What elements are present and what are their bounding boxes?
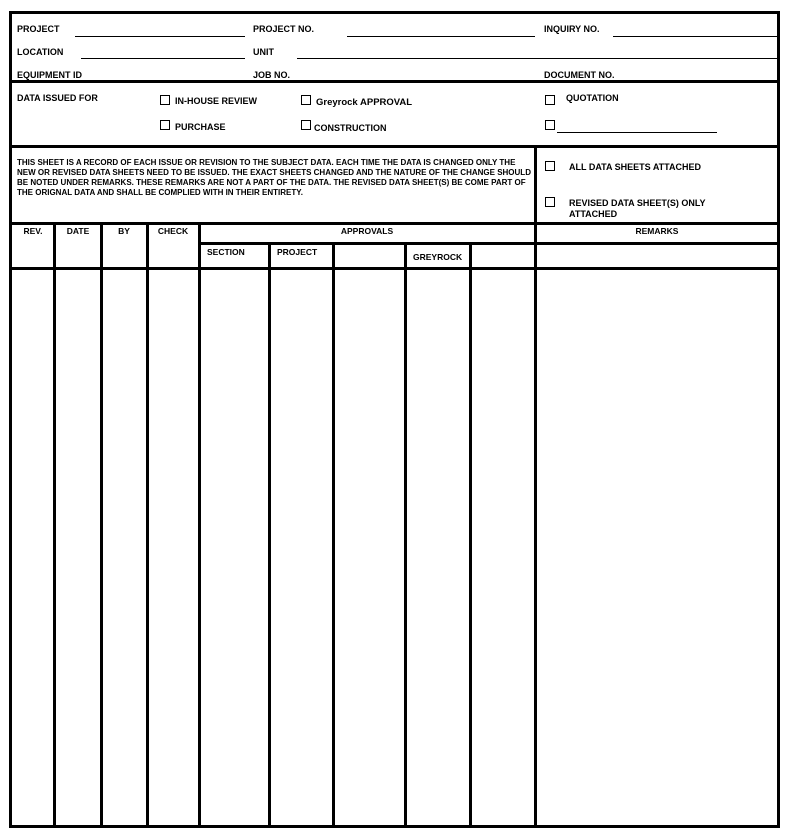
frame-top (9, 11, 780, 14)
approvals-subdivider (199, 242, 536, 245)
inquiry-no-field[interactable] (613, 36, 777, 37)
col-check-header: CHECK (157, 226, 189, 236)
data-issued-for-label: DATA ISSUED FOR (17, 93, 98, 103)
col-greyrock-header: GREYROCK (413, 252, 463, 262)
unit-label: UNIT (253, 47, 274, 57)
quotation-label: QUOTATION (566, 93, 619, 103)
in-house-review-checkbox[interactable] (160, 95, 170, 105)
frame-right (777, 11, 780, 828)
all-data-sheets-label: ALL DATA SHEETS ATTACHED (569, 162, 701, 172)
project-no-field[interactable] (347, 36, 535, 37)
col-section-header: SECTION (207, 247, 245, 257)
notice-divider (534, 145, 537, 225)
construction-label: CONSTRUCTION (314, 123, 387, 133)
all-data-sheets-checkbox[interactable] (545, 161, 555, 171)
other-checkbox[interactable] (545, 120, 555, 130)
col-project-header: PROJECT (277, 247, 318, 257)
construction-checkbox[interactable] (301, 120, 311, 130)
in-house-review-label: IN-HOUSE REVIEW (175, 96, 258, 106)
project-field[interactable] (75, 36, 245, 37)
unit-field[interactable] (297, 58, 777, 59)
job-no-label: JOB NO. (253, 70, 291, 80)
purchase-label: PURCHASE (175, 122, 226, 132)
document-no-label: DOCUMENT NO. (544, 70, 615, 80)
col-rev-header: REV. (23, 226, 43, 236)
divider-notice (9, 222, 780, 225)
project-no-label: PROJECT NO. (253, 24, 315, 34)
col-by-header: BY (118, 226, 130, 236)
greyrock-approval-checkbox[interactable] (301, 95, 311, 105)
revision-table-body[interactable] (12, 270, 777, 825)
col-approvals-header: APPROVALS (340, 226, 394, 236)
greyrock-approval-label: Greyrock APPROVAL (316, 97, 413, 108)
divider-issued-for (9, 145, 780, 148)
col-remarks-header: REMARKS (635, 226, 679, 236)
notice-text: THIS SHEET IS A RECORD OF EACH ISSUE OR REVISION TO THE SUBJECT DATA. EACH TIME THE DATA IS CHANGED ONLY THE NEW OR REVISED DATA SHEETS NEED TO BE ISSUED. THE EXACT SHEETS CHANGED AND THE NATURE OF THE CHANGE SHOULD BE NOTED UNDER REMARKS. THESE REMARKS ARE NOT A PART OF THE DATA. THE REVISED DATA SHEET(S) BE COME PART OF THE ORIGNAL DATA AND SHALL BE COMPLIED WITH IN THEIR ENTIRETY. (17, 158, 531, 197)
project-label: PROJECT (17, 24, 60, 34)
quotation-checkbox[interactable] (545, 95, 555, 105)
purchase-checkbox[interactable] (160, 120, 170, 130)
revised-sheets-checkbox[interactable] (545, 197, 555, 207)
location-label: LOCATION (17, 47, 64, 57)
divider-header (9, 80, 780, 83)
remarks-subdivider (534, 242, 780, 245)
revised-sheets-label: REVISED DATA SHEET(S) ONLY ATTACHED (569, 198, 706, 219)
col-date-header: DATE (66, 226, 90, 236)
other-field[interactable] (557, 132, 717, 133)
location-field[interactable] (81, 58, 245, 59)
equipment-id-label: EQUIPMENT ID (17, 70, 83, 80)
frame-bottom (9, 825, 780, 828)
inquiry-no-label: INQUIRY NO. (544, 24, 600, 34)
